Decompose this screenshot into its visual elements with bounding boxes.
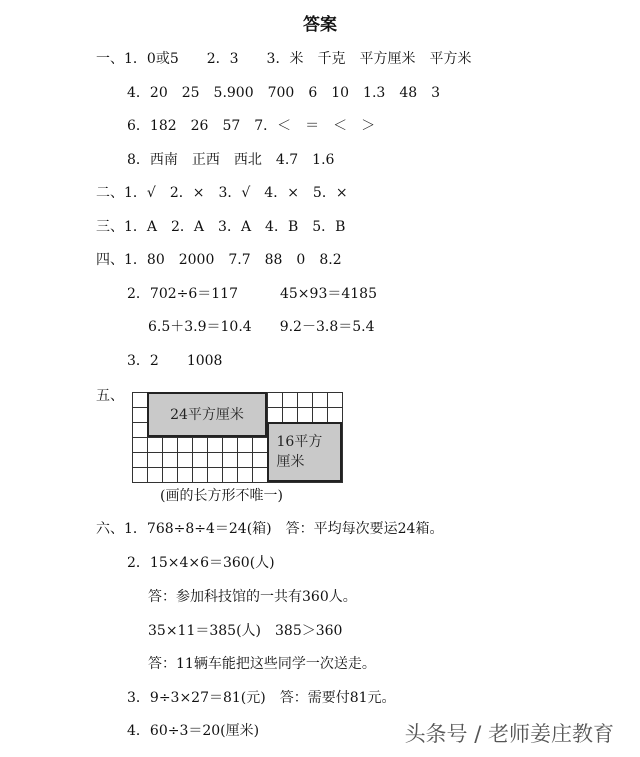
answer-line: 8．西南 正西 西北 4.7 1.6	[127, 152, 335, 168]
answer-line: 6．182 26 57 7．＜ ＝ ＜ ＞	[127, 118, 376, 134]
rectangle-16	[267, 422, 342, 482]
answer-line: 一、1．0或5 2．3 3．米 千克 平方厘米 平方米	[96, 51, 472, 67]
answer-line: 三、1．A 2．A 3．A 4．B 5．B	[96, 219, 346, 235]
answer-line: 3．2 1008	[127, 353, 223, 369]
rectangle-24	[147, 392, 267, 437]
page-title: 答案	[303, 15, 337, 35]
answer-line: 4．20 25 5.900 700 6 10 1.3 48 3	[127, 85, 441, 101]
figure-caption: (画的长方形不唯一)	[160, 488, 283, 504]
answer-line: 6.5＋3.9＝10.4 9.2－3.8＝5.4	[148, 319, 375, 335]
answer-line: 4．60÷3＝20(厘米)	[127, 723, 260, 739]
answer-line: 四、1．80 2000 7.7 88 0 8.2	[96, 252, 342, 268]
answer-line: 答：11辆车能把这些同学一次送走。	[148, 656, 376, 672]
answer-line: 35×11＝385(人) 385＞360	[148, 623, 343, 639]
answer-line: 二、1．√ 2．× 3．√ 4．× 5．×	[96, 185, 348, 201]
answer-line: 3．9÷3×27＝81(元) 答：需要付81元。	[127, 690, 396, 706]
answer-line: 2．702÷6＝117 45×93＝4185	[127, 286, 377, 302]
answer-line: 答：参加科技馆的一共有360人。	[148, 589, 357, 605]
rectangle-figure	[132, 392, 343, 483]
rectangle-24-label: 24平方厘米	[170, 406, 244, 423]
section-label: 五、	[96, 388, 124, 404]
watermark: 头条号 / 老师姜庄教育	[404, 722, 614, 746]
grid-paper	[132, 392, 343, 483]
rectangle-16-label: 16平方厘米	[276, 434, 323, 470]
answer-line: 六、1．768÷8÷4＝24(箱) 答：平均每次要运24箱。	[96, 521, 444, 537]
answer-line: 2．15×4×6＝360(人)	[127, 555, 275, 571]
